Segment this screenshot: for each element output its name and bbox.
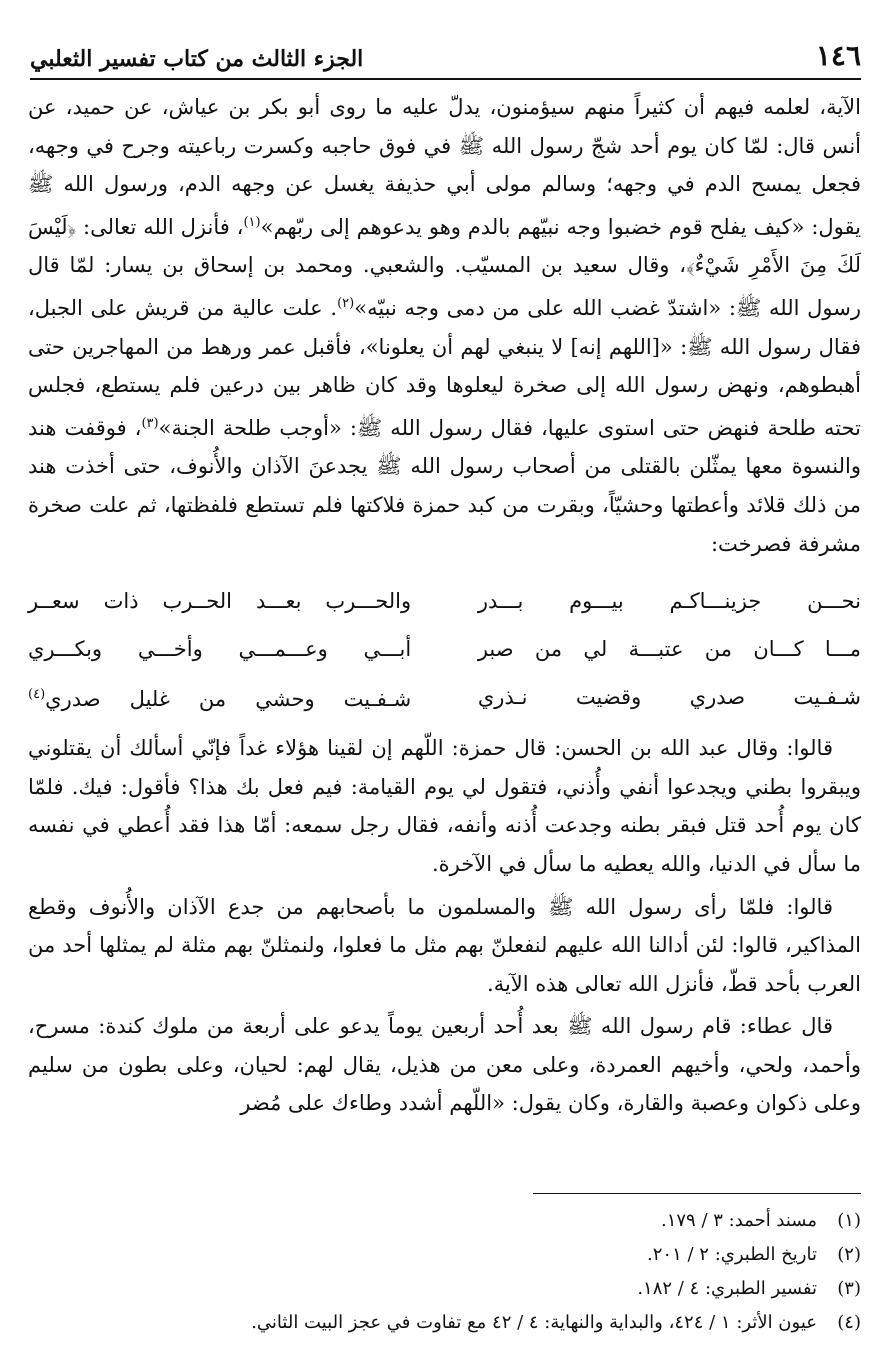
page-number: ١٤٦ bbox=[815, 39, 861, 72]
paragraph-1-text-d: ، فوقفت هند والنسوة معها يمثّلن بالقتلى من أصحاب رسول الله ﷺ يجدعنَ الآذان والأُنوف، حتى أخذت هند من ذلك قلائد وأعطتها وحشيّاً، وبقرت من كبد حمزة فلاكتها فلم تستطع فلفظتها، ثم علت صخرة مشرفة فصرخت: bbox=[28, 415, 861, 556]
footnote-ref-2: (٢) bbox=[337, 295, 355, 311]
footnote-text: عيون الأثر: ١ / ٤٢٤، والبداية والنهاية: ٤ / ٤٢ مع تفاوت في عجز البيت الثاني. bbox=[251, 1312, 817, 1333]
paragraph-1 bbox=[28, 88, 861, 563]
paragraph-4: قال عطاء: قام رسول الله ﷺ بعد أُحد أربعين يوماً يدعو على أربعة من ملوك كندة: مسرح، وأحمد، ولحي، وأخيهم العمردة، وعلى معن من هذيل، يقال لهم: لحيان، وعلى بطون من سليم وعلى ذكوان وعصبة والقارة، وكان يقول: «اللّهم أشدد وطاءك على مُضر bbox=[28, 1014, 861, 1116]
footnote-text: تفسير الطبري: ٤ / ١٨٢. bbox=[637, 1278, 817, 1299]
footnote-text: تاريخ الطبري: ٢ / ٢٠١. bbox=[647, 1244, 817, 1265]
verse-first-hemistich: نحـــن جزينـــاكـم بيـــوم بـــدر bbox=[477, 588, 861, 613]
verse-text: شـفـيت وحشي من غليل صدري bbox=[45, 686, 412, 711]
verse-second-hemistich bbox=[28, 676, 411, 719]
footnote-ref-4: (٤) bbox=[28, 686, 46, 702]
paragraph-1-text-b: ، فأنزل الله تعالى: ﴿لَيْسَ لَكَ مِنَ الأَمْرِ شَيْءٌ﴾، وقال سعيد بن المسيّب. والشعبي. ومحمد بن إسحاق بن يسار: لمّا قال رسول الله ﷺ: «اشتدّ غضب الله على من دمى وجه نبيّه» bbox=[28, 214, 861, 320]
paragraph-2: قالوا: وقال عبد الله بن الحسن: قال حمزة: اللّهم إن لقينا هؤلاء غداً فإنّي أسألك أن يقتلوني ويبقروا بطني ويجدعوا أنفي وأُذني، فتقول لي يوم القيامة: فيم فعل بك هذا؟ فأقول: فيك. فلمّا كان يوم أُحد قتل فبقر بطنه وجدعت أُذنه وأنفه، فقال رجل سمعه: أمّا هذا فقد أُعطي في نفسه ما سأل في الدنيا، والله يعطيه ما سأل في الآخرة. bbox=[28, 736, 861, 876]
footnote bbox=[30, 1238, 861, 1272]
footnote bbox=[30, 1272, 861, 1306]
footnote-separator bbox=[533, 1193, 861, 1194]
poem-verse bbox=[28, 577, 861, 625]
verse-first-hemistich: شـفـيت صدري وقضيت نـذري bbox=[477, 684, 861, 709]
footnote-number: (١) bbox=[837, 1210, 861, 1231]
verse-first-hemistich: مـــا كـــان من عتبـــة لي من صبر bbox=[477, 636, 861, 661]
footnote-ref-3: (٣) bbox=[141, 415, 159, 431]
paragraph-1-text-a: الآية، لعلمه فيهم أن كثيراً منهم سيؤمنون، يدلّ عليه ما روى أبو بكر بن عياش، عن حميد، عن أنس قال: لمّا كان يوم أحد شجّ رسول الله ﷺ في فوق حاجبه وكسرت رباعيته وجرح في وجهه، فجعل يمسح الدم في وجهه؛ وسالم مولى أبي حذيفة يغسل عن وجهه الدم، ورسول الله ﷺ يقول: «كيف يفلح قوم خضبوا وجه نبيّهم بالدم وهو يدعوهم إلى ربّهم» bbox=[28, 95, 862, 239]
verse-second-hemistich: أبـــي وعـــمـــي وأخـــي وبكـــري bbox=[28, 636, 412, 661]
main-text bbox=[28, 88, 861, 1123]
footnote bbox=[30, 1204, 861, 1238]
poem-verse bbox=[28, 673, 861, 721]
footnote-ref-1: (١) bbox=[243, 214, 261, 230]
running-title: الجزء الثالث من كتاب تفسير الثعلبي bbox=[30, 46, 364, 72]
footnote bbox=[30, 1306, 861, 1340]
footnote-text: مسند أحمد: ٣ / ١٧٩. bbox=[660, 1210, 817, 1231]
footnote-number: (٣) bbox=[837, 1278, 861, 1299]
paragraph-1-text-c: . علت عالية من قريش على الجبل، فقال رسول الله ﷺ: «[اللهم إنه] لا ينبغي لهم أن يعلونا»، فأقبل عمر ورهط من المهاجرين حتى أهبطوهم، ونهض رسول الله إلى صخرة ليعلوها وقد كان ظاهر بين درعين فلم يستطع، فجلس تحته طلحة فنهض حتى استوى عليها، فقال رسول الله ﷺ: «أوجب طلحة الجنة» bbox=[28, 295, 861, 440]
footnote-number: (٢) bbox=[837, 1244, 861, 1265]
page-header bbox=[30, 28, 861, 80]
poem bbox=[28, 577, 861, 721]
footnote-number: (٤) bbox=[837, 1312, 861, 1333]
verse-second-hemistich: والحـــرب بعـــد الحــرب ذات سعــر bbox=[28, 588, 412, 613]
footnotes bbox=[30, 1204, 861, 1340]
poem-verse bbox=[28, 625, 861, 673]
paragraph-3: قالوا: فلمّا رأى رسول الله ﷺ والمسلمون ما بأصحابهم من جدع الآذان والأُنوف وقطع المذاكير، قالوا: لئن أدالنا الله عليهم لنفعلنّ بهم مثل ما فعلوا، ولنمثلنّ بهم مثلة لم يمثلها أحد من العرب بأحد قطّ، فأنزل الله تعالى هذه الآية. bbox=[28, 894, 861, 996]
